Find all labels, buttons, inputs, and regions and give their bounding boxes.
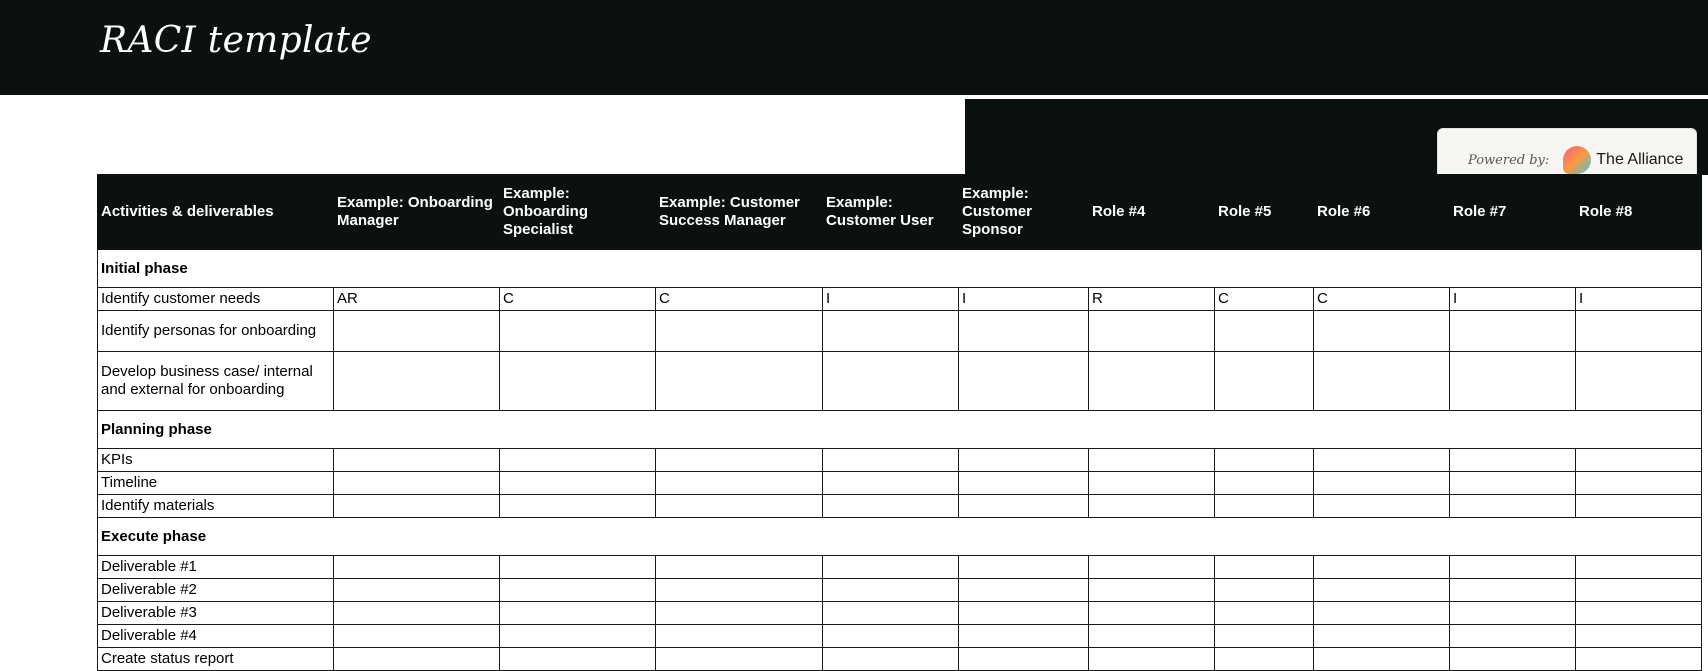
raci-cell[interactable] bbox=[500, 472, 656, 495]
raci-cell[interactable] bbox=[823, 311, 959, 352]
raci-cell[interactable]: I bbox=[959, 288, 1089, 311]
table-row bbox=[98, 495, 1702, 518]
raci-cell[interactable] bbox=[1450, 352, 1576, 411]
raci-cell[interactable] bbox=[500, 311, 656, 352]
raci-cell[interactable]: C bbox=[1314, 288, 1450, 311]
raci-cell[interactable] bbox=[1576, 472, 1702, 495]
table-row bbox=[98, 311, 1702, 352]
table-row bbox=[98, 352, 1702, 411]
raci-cell[interactable] bbox=[1450, 449, 1576, 472]
raci-cell[interactable] bbox=[1215, 556, 1314, 579]
table-row bbox=[98, 625, 1702, 648]
activity-cell[interactable]: Develop business case/ internal and external for onboarding bbox=[98, 352, 334, 411]
brand-name: The Alliance bbox=[1596, 151, 1684, 168]
raci-cell[interactable] bbox=[959, 625, 1089, 648]
alliance-logo-icon bbox=[1563, 146, 1591, 174]
raci-cell[interactable] bbox=[959, 472, 1089, 495]
raci-cell[interactable] bbox=[1215, 495, 1314, 518]
raci-cell[interactable] bbox=[656, 625, 823, 648]
raci-cell[interactable] bbox=[1089, 625, 1215, 648]
activity-cell[interactable]: Create status report bbox=[98, 648, 334, 671]
raci-cell[interactable] bbox=[959, 648, 1089, 671]
raci-cell[interactable] bbox=[1576, 625, 1702, 648]
raci-cell[interactable] bbox=[1089, 311, 1215, 352]
raci-cell[interactable] bbox=[823, 625, 959, 648]
table-row bbox=[98, 472, 1702, 495]
raci-cell[interactable]: I bbox=[823, 288, 959, 311]
table-row bbox=[98, 288, 1702, 311]
raci-cell[interactable] bbox=[1314, 579, 1450, 602]
raci-cell[interactable] bbox=[823, 556, 959, 579]
raci-cell[interactable] bbox=[1089, 602, 1215, 625]
column-header-role: Example: Customer Success Manager bbox=[656, 175, 823, 250]
column-header-role: Example: Customer Sponsor bbox=[959, 175, 1089, 250]
raci-cell[interactable] bbox=[823, 648, 959, 671]
table-body bbox=[98, 250, 1702, 671]
raci-cell[interactable] bbox=[500, 352, 656, 411]
raci-cell[interactable] bbox=[334, 472, 500, 495]
column-header-role: Example: Onboarding Manager bbox=[334, 175, 500, 250]
raci-cell[interactable] bbox=[500, 579, 656, 602]
raci-cell[interactable] bbox=[656, 449, 823, 472]
column-header-role: Role #6 bbox=[1314, 175, 1450, 250]
raci-cell[interactable] bbox=[1089, 449, 1215, 472]
phase-row bbox=[98, 250, 1702, 288]
raci-cell[interactable] bbox=[656, 579, 823, 602]
table-row bbox=[98, 579, 1702, 602]
title-bar bbox=[0, 0, 1708, 95]
raci-cell[interactable] bbox=[656, 648, 823, 671]
raci-cell[interactable] bbox=[823, 495, 959, 518]
raci-cell[interactable] bbox=[1215, 352, 1314, 411]
activity-cell[interactable]: Identify personas for onboarding bbox=[98, 311, 334, 352]
raci-cell[interactable] bbox=[1314, 472, 1450, 495]
raci-cell[interactable] bbox=[823, 449, 959, 472]
raci-cell[interactable] bbox=[656, 556, 823, 579]
raci-cell[interactable] bbox=[1215, 625, 1314, 648]
raci-cell[interactable] bbox=[1215, 602, 1314, 625]
raci-cell[interactable]: R bbox=[1089, 288, 1215, 311]
raci-cell[interactable] bbox=[334, 352, 500, 411]
raci-cell[interactable] bbox=[1450, 472, 1576, 495]
raci-table bbox=[97, 174, 1702, 671]
raci-cell[interactable] bbox=[1576, 311, 1702, 352]
table-row bbox=[98, 449, 1702, 472]
raci-cell[interactable] bbox=[334, 556, 500, 579]
phase-title: Execute phase bbox=[98, 518, 1702, 556]
raci-cell[interactable] bbox=[1314, 625, 1450, 648]
raci-cell[interactable] bbox=[959, 602, 1089, 625]
phase-title: Initial phase bbox=[98, 250, 1702, 288]
raci-cell[interactable]: AR bbox=[334, 288, 500, 311]
raci-cell[interactable] bbox=[1314, 311, 1450, 352]
raci-cell[interactable] bbox=[500, 602, 656, 625]
raci-cell[interactable] bbox=[959, 556, 1089, 579]
header-row bbox=[98, 175, 1702, 250]
raci-cell[interactable] bbox=[823, 352, 959, 411]
raci-cell[interactable] bbox=[1450, 311, 1576, 352]
raci-cell[interactable] bbox=[334, 311, 500, 352]
raci-cell[interactable] bbox=[334, 579, 500, 602]
table-row bbox=[98, 602, 1702, 625]
raci-cell[interactable] bbox=[334, 602, 500, 625]
raci-cell[interactable] bbox=[1450, 579, 1576, 602]
raci-cell[interactable] bbox=[1450, 495, 1576, 518]
raci-cell[interactable] bbox=[823, 472, 959, 495]
raci-cell[interactable] bbox=[656, 495, 823, 518]
activity-cell[interactable]: Deliverable #1 bbox=[98, 556, 334, 579]
column-header-activities: Activities & deliverables bbox=[98, 175, 334, 250]
raci-cell[interactable]: I bbox=[1450, 288, 1576, 311]
table-row bbox=[98, 556, 1702, 579]
raci-cell[interactable]: I bbox=[1576, 288, 1702, 311]
raci-cell[interactable] bbox=[334, 648, 500, 671]
raci-cell[interactable] bbox=[1450, 648, 1576, 671]
raci-cell[interactable] bbox=[1314, 352, 1450, 411]
raci-cell[interactable] bbox=[1089, 472, 1215, 495]
raci-cell[interactable] bbox=[1450, 556, 1576, 579]
raci-cell[interactable] bbox=[1089, 556, 1215, 579]
raci-cell[interactable] bbox=[1314, 449, 1450, 472]
raci-cell[interactable] bbox=[656, 472, 823, 495]
column-header-role: Role #5 bbox=[1215, 175, 1314, 250]
raci-cell[interactable] bbox=[1314, 495, 1450, 518]
raci-cell[interactable] bbox=[823, 602, 959, 625]
raci-cell[interactable] bbox=[1576, 648, 1702, 671]
powered-by-label: Powered by: bbox=[1468, 152, 1550, 168]
raci-cell[interactable] bbox=[1576, 495, 1702, 518]
column-header-role: Example: Customer User bbox=[823, 175, 959, 250]
raci-cell[interactable] bbox=[1089, 495, 1215, 518]
activity-cell[interactable]: Deliverable #4 bbox=[98, 625, 334, 648]
page-title: RACI template bbox=[100, 20, 372, 61]
raci-cell[interactable] bbox=[1314, 648, 1450, 671]
raci-cell[interactable] bbox=[959, 449, 1089, 472]
raci-cell[interactable] bbox=[1576, 449, 1702, 472]
raci-cell[interactable] bbox=[959, 495, 1089, 518]
raci-cell[interactable] bbox=[1450, 625, 1576, 648]
activity-cell[interactable]: KPIs bbox=[98, 449, 334, 472]
raci-cell[interactable] bbox=[1576, 579, 1702, 602]
raci-cell[interactable] bbox=[500, 495, 656, 518]
column-header-role: Role #4 bbox=[1089, 175, 1215, 250]
raci-cell[interactable] bbox=[959, 352, 1089, 411]
raci-cell[interactable] bbox=[1215, 449, 1314, 472]
raci-cell[interactable]: C bbox=[1215, 288, 1314, 311]
raci-cell[interactable] bbox=[1089, 648, 1215, 671]
activity-cell[interactable]: Deliverable #2 bbox=[98, 579, 334, 602]
activity-cell[interactable]: Identify customer needs bbox=[98, 288, 334, 311]
raci-cell[interactable] bbox=[1576, 602, 1702, 625]
raci-cell[interactable] bbox=[1215, 648, 1314, 671]
raci-cell[interactable] bbox=[656, 311, 823, 352]
activity-cell[interactable]: Deliverable #3 bbox=[98, 602, 334, 625]
raci-cell[interactable] bbox=[1215, 579, 1314, 602]
raci-cell[interactable] bbox=[1089, 352, 1215, 411]
raci-cell[interactable] bbox=[656, 352, 823, 411]
raci-cell[interactable] bbox=[1450, 602, 1576, 625]
raci-cell[interactable] bbox=[823, 579, 959, 602]
raci-cell[interactable] bbox=[500, 648, 656, 671]
column-header-role: Example: Onboarding Specialist bbox=[500, 175, 656, 250]
raci-cell[interactable]: C bbox=[656, 288, 823, 311]
raci-cell[interactable] bbox=[1215, 472, 1314, 495]
table-row bbox=[98, 648, 1702, 671]
phase-row bbox=[98, 518, 1702, 556]
column-header-role: Role #7 bbox=[1450, 175, 1576, 250]
raci-cell[interactable] bbox=[959, 579, 1089, 602]
raci-cell[interactable] bbox=[1576, 352, 1702, 411]
raci-cell[interactable] bbox=[500, 556, 656, 579]
raci-cell[interactable] bbox=[959, 311, 1089, 352]
raci-cell[interactable] bbox=[334, 625, 500, 648]
raci-cell[interactable] bbox=[656, 602, 823, 625]
activity-cell[interactable]: Identify materials bbox=[98, 495, 334, 518]
raci-cell[interactable]: C bbox=[500, 288, 656, 311]
phase-title: Planning phase bbox=[98, 411, 1702, 449]
raci-cell[interactable] bbox=[500, 449, 656, 472]
phase-row bbox=[98, 411, 1702, 449]
raci-cell[interactable] bbox=[1215, 311, 1314, 352]
column-header-role: Role #8 bbox=[1576, 175, 1702, 250]
activity-cell[interactable]: Timeline bbox=[98, 472, 334, 495]
raci-cell[interactable] bbox=[500, 625, 656, 648]
raci-cell[interactable] bbox=[1576, 556, 1702, 579]
raci-cell[interactable] bbox=[334, 449, 500, 472]
raci-cell[interactable] bbox=[334, 495, 500, 518]
raci-cell[interactable] bbox=[1089, 579, 1215, 602]
raci-cell[interactable] bbox=[1314, 602, 1450, 625]
raci-cell[interactable] bbox=[1314, 556, 1450, 579]
